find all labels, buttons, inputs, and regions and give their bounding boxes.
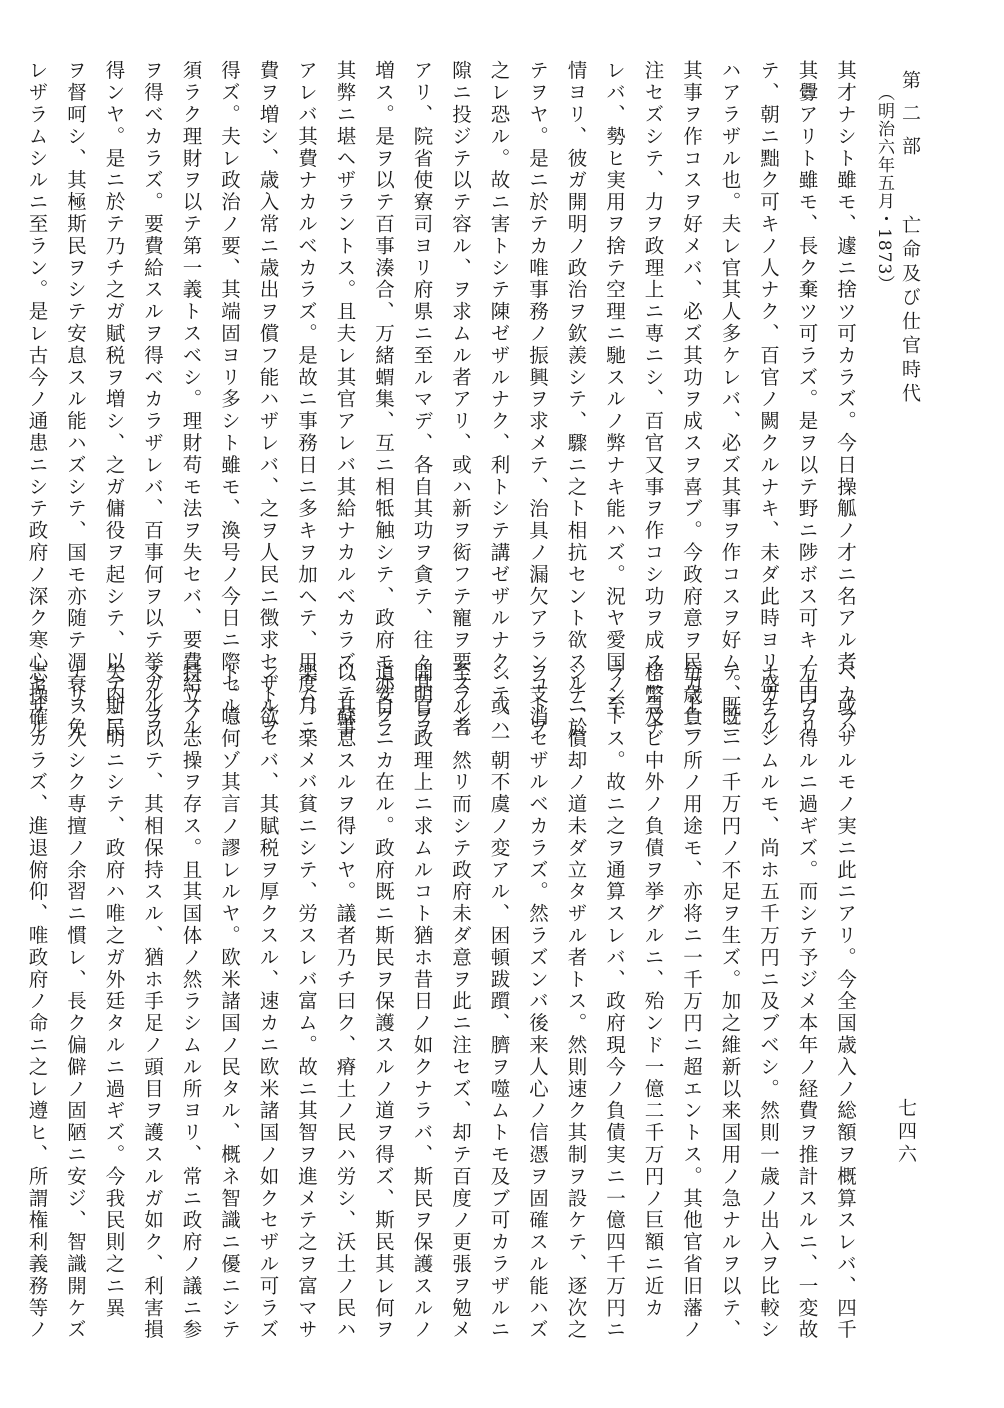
text-column: テヲヤ。是ニ於テカ唯事務ノ振興ヲ求メテ、治具ノ漏欠アランコトヲ xyxy=(526,60,549,739)
text-column: レザラムシルニ至ラン。是レ古今ノ通患ニシテ政府ノ深ク寒心セザル xyxy=(25,60,49,739)
text-column: 得ズ。夫レ政治ノ要、其端固ヨリ多シト雖モ、渙号ノ今日ニ際セル、 xyxy=(218,60,241,739)
text-column: 注セズシテ、力ヲ政理上ニ専ニシ、百官又事ヲ作コシ功ヲ成スニ急ナ xyxy=(641,60,665,739)
text-column: 其事ヲ作コスヲ好メバ、必ズ其功ヲ成スヲ喜ブ。今政府意ヲ民力上ニ xyxy=(680,60,703,739)
text-block-upper xyxy=(25,60,864,739)
text-column: 開明ヲ政理上ニ求ムルコト猶ホ昔日ノ如クナラバ、斯民ヲ保護スルノ xyxy=(410,662,434,1341)
running-header xyxy=(874,70,924,630)
part-label: 第二部 xyxy=(899,70,921,169)
text-column: ト。噫何ゾ其言ノ謬レルヤ。欧米諸国ノ民タル、概ネ智識ニ優ニシテ xyxy=(218,662,241,1341)
text-block-lower xyxy=(25,662,864,1341)
page-number: 七四六 xyxy=(895,1098,917,1167)
text-column: 楮幣及ビ中外ノ負債ヲ挙グルニ、殆ンド一億二千万円ノ巨額ニ近カ xyxy=(641,662,665,1319)
text-column: 毎歳負フ所ノ用途モ、亦将ニ一千万円ニ超エントス。其他官省旧藩ノ xyxy=(680,662,703,1341)
text-column: 増ス。是ヲ以テ百事湊合、万緒蝟集、互ニ相牴触シテ、政府モ亦自ラ xyxy=(372,60,395,739)
text-column: 万円ヲ得ルニ過ギズ。而シテ予ジメ本年ノ経費ヲ推計スルニ、一変故 xyxy=(795,662,819,1341)
text-column: ベカラザルモノ実ニ此ニアリ。今全国歳入ノ総額ヲ概算スレバ、四千 xyxy=(834,662,857,1341)
text-column: 道安クニカ在ル。政府既ニ斯民ヲ保護スルノ道ヲ得ズ、斯民其レ何ヲ xyxy=(372,662,395,1341)
text-column: 其弊ニ堪ヘザラントス。且夫レ其官アレバ其給ナカルベカラズ。其事 xyxy=(333,60,357,739)
text-column: 得ンヤ。是ニ於テ乃チ之ガ賦税ヲ増シ、之ガ傭役ヲ起シテ、以テ斯民 xyxy=(102,60,126,739)
text-column: 其才ナシト雖モ、遽ニ捨ツ可カラズ。今日操觚ノ才ニ名アル者、或ハ xyxy=(834,60,857,739)
text-column: ハアラザル也。夫レ官其人多ケレバ、必ズ其事ヲ作コスヲ好ム。既ニ xyxy=(718,60,742,739)
text-column: アレバ其費ナカルベカラズ。是故ニ事務日ニ多キヲ加ヘテ、用度月ニ xyxy=(295,60,318,739)
text-column: 失内ニ明ニシテ、政府ハ唯之ガ外廷タルニ過ギズ。今我民則之ニ異 xyxy=(102,662,126,1319)
text-column: 情ヨリ、彼ガ開明ノ政治ヲ欽羨シテ、驟ニ之ト相抗セント欲スルニ於 xyxy=(564,60,588,739)
text-column: 至ラン。然リ而シテ政府未ダ意ヲ此ニ注セズ、却テ百度ノ更張ヲ勉メ xyxy=(449,662,472,1341)
text-column: 以テ蘇息スルヲ得ンヤ。議者乃チ曰ク、瘠土ノ民ハ労シ、沃土ノ民ハ xyxy=(333,662,357,1341)
text-column: 特立ノ志操ヲ存ス。且其国体ノ然ラシムル所ヨリ、常ニ政府ノ議ニ参 xyxy=(179,662,203,1341)
text-column: ナカラシムルモ、尚ホ五千万円ニ及ブベシ。然則一歳ノ出入ヲ比較シ xyxy=(757,662,780,1341)
text-column: 隙ニ投ジテ以テ容ル、ヲ求ムル者アリ、或ハ新ヲ衒フテ寵ヲ要スル者 xyxy=(449,60,472,739)
chapter-title: 亡命及び仕官時代 xyxy=(899,215,921,408)
text-column: ヲ支消セザルベカラズ。然ラズンバ後来人心ノ信憑ヲ固確スル能ハズ xyxy=(526,662,549,1341)
text-column: ヲ督呵シ、其極斯民ヲシテ安息スル能ハズシテ、国モ亦随テ凋衰ヲ免 xyxy=(64,60,87,739)
text-column: レバ、勢ヒ実用ヲ捨テ空理ニ馳スルノ弊ナキ能ハズ。況ヤ愛国ノ至 xyxy=(603,60,626,717)
text-column: ヲ得ベカラズ。要費給スルヲ得ベカラザレバ、百事何ヲ以テ挙ガルヲ xyxy=(141,60,164,739)
text-column: 須ラク理財ヲ以テ第一義トスベシ。理財苟モ法ヲ失セバ、要費給スル xyxy=(179,60,203,739)
text-column: シテ、一朝不虞ノ変アル、困頓跋躓、臍ヲ噬ムトモ及ブ可カラザルニ xyxy=(487,662,511,1341)
text-column: ント欲セバ、其賦税ヲ厚クスル、速カニ欧米諸国ノ如クセザル可ラズ xyxy=(256,662,280,1341)
text-column: ナリ、久シク専擅ノ余習ニ慣レ、長ク偏僻ノ固陋ニ安ジ、智識開ケズ xyxy=(64,662,87,1341)
text-column: 費ヲ増シ、歳入常ニ歳出ヲ償フ能ハザレバ、之ヲ人民ニ徴求セザルヲ xyxy=(256,60,280,739)
text-column: アリ、院省使寮司ヨリ府県ニ至ルマデ、各自其功ヲ貪テ、往々其官ヲ xyxy=(410,60,434,739)
text-column: シテ、償却ノ道未ダ立タザル者トス。然則速ク其制ヲ設ケテ、逐次之 xyxy=(564,662,588,1341)
text-column: 楽ム。楽メバ貧ニシテ、労スレバ富ム。故ニ其智ヲ進メテ之ヲ富マサ xyxy=(295,662,318,1341)
text-column: ラントス。故ニ之ヲ通算スレバ、政府現今ノ負債実ニ一億四千万円ニ xyxy=(603,662,626,1341)
text-column: スルヲ以テ、其相保持スル、猶ホ手足ノ頭目ヲ護スルガ如ク、利害損 xyxy=(141,662,164,1341)
text-column: テ、朝ニ黜ク可キノ人ナク、百官ノ闕クルナキ、未ダ此時ヨリ盛ナル xyxy=(757,60,780,739)
text-column: 志操確カラズ、進退俯仰、唯政府ノ命ニ之レ遵ヒ、所謂権利義務等ノ xyxy=(25,662,49,1341)
text-column: 其釁アリト雖モ、長ク棄ツ可ラズ。是ヲ以テ野ニ陟ボス可キノ士アリ xyxy=(795,60,819,739)
text-column: テ、既ニ一千万円ノ不足ヲ生ズ。加之維新以来国用ノ急ナルヲ以テ、 xyxy=(718,662,742,1341)
text-column: 之レ恐ル。故ニ害トシテ陳ゼザルナク、利トシテ講ゼザルナク、或ハ xyxy=(487,60,511,739)
era-label: （明治六年五月・1873） xyxy=(874,84,894,294)
